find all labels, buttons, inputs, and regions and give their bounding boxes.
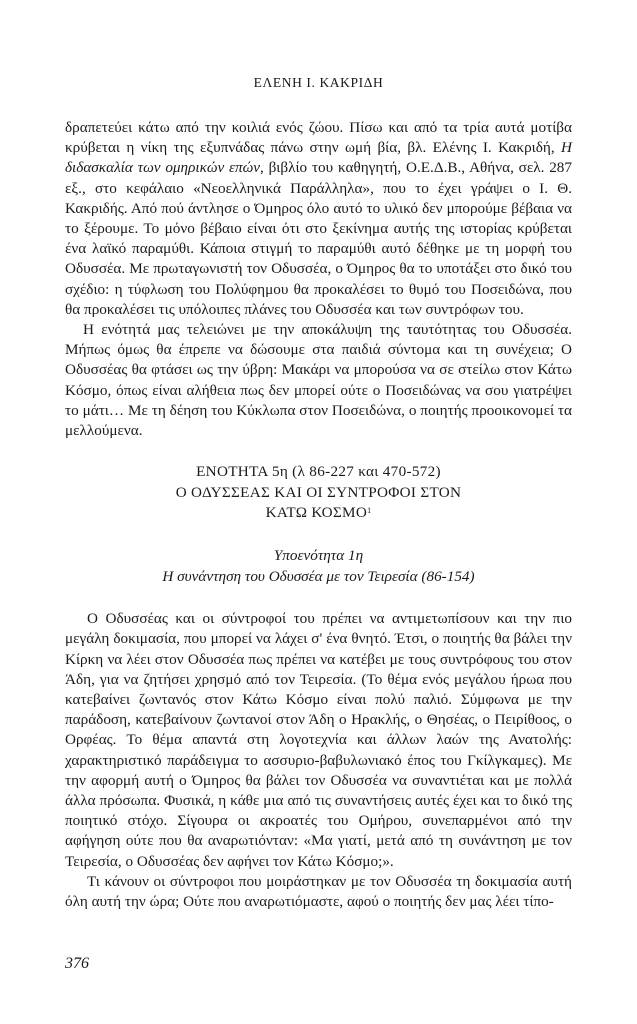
subsection-heading: [65, 546, 572, 587]
paragraph-2: Η ενότητά μας τελειώνει με την αποκάλυψη της ταυτότητας του Οδυσσέα. Μήπως όμως θα έπρεπε να δώσουμε στα παιδιά σύντομα και τη συνέχεια; Ο Οδυσσέας θα φτάσει ως την ύβρη: Μακάρι να μπορούσα να σε στείλω στον Κάτω Κόσμο, όπως είναι αλήθεια πως δεν μπορεί ούτε ο Ποσειδώνας να σου γιατρέψει το μάτι… Με τη δέηση του Κύκλωπα στον Ποσειδώνα, ο ποιητής προοικονομεί τα μελλούμενα.: [65, 321, 572, 440]
body-text: [65, 118, 572, 912]
section-heading: [65, 462, 572, 524]
paragraph-1: [65, 118, 572, 320]
running-head: ΕΛΕΝΗ Ι. ΚΑΚΡΙΔΗ: [253, 75, 384, 90]
section-heading-line-3: [65, 503, 572, 524]
section-heading-line-3-text: ΚΑΤΩ ΚΟΣΜΟ: [265, 504, 368, 522]
page-number: 376: [65, 955, 89, 972]
subsection-heading-line-1: Υποενότητα 1η: [273, 547, 364, 565]
book-title: Η διδασκαλία των ομηρικών επών: [65, 139, 572, 177]
footnote-mark: 1: [367, 506, 372, 516]
subsection-heading-line-2: Η συνάντηση του Οδυσσέα με τον Τειρεσία (86-154): [162, 567, 475, 585]
paragraph-1-part-c: , βιβλίο του καθηγητή, Ο.Ε.Δ.Β., Αθήνα, σελ. 287 εξ., στο κεφάλαιο «Νεοελληνικά Παράλληλα», που το έχει γράψει ο Ι. Θ. Κακριδής. Από πού άντλησε ο Όμηρος όλο αυτό το υλικό δεν μπορούμε βέβαια να το ξέρουμε. Το μόνο βέβαιο είναι ότι στο ξεκίνημα αυτής της ιστορίας κρύβεται ένα λαϊκό παραμύθι. Κάποια στιγμή το παραμύθι αυτό δέθηκε με τη μορφή του Οδυσσέα. Με πρωταγωνιστή τον Οδυσσέα, ο Όμηρος θα το υποτάξει στο δικό του σχέδιο: η τύφλωση του Πολύφημου θα προκαλέσει το θυμό του Ποσειδώνα, που θα προκαλέσει τις υπόλοιπες πλάνες του Οδυσσέα και των συντρόφων του.: [65, 159, 572, 318]
paragraph-3: Ο Οδυσσέας και οι σύντροφοί του πρέπει να αντιμετωπίσουν και την πιο μεγάλη δοκιμασία, που μπορεί να λάχει σ' ένα θνητό. Έτσι, ο ποιητής θα βάλει την Κίρκη να λέει στον Οδυσσέα πως πρέπει να κατέβει με τους συντρόφους του στον Άδη, για να ζητήσει χρησμό από τον Τειρεσία. (Το θέμα ενός μεγάλου ήρωα που κατεβαίνει ζωντανός στον Κάτω Κόσμο είναι πολύ παλιό. Σύμφωνα με την παράδοση, κατεβαίνουν ζωντανοί στον Άδη ο Ηρακλής, ο Θησέας, ο Πειρίθοος, ο Ορφέας. Το θέμα απαντά στη λογοτεχνία και άλλων λαών της Ανατολής: χαρακτηριστικό παράδειγμα το ασσυριο-βαβυλωνιακό έπος του Γκίλγκαμες). Με την αφορμή αυτή ο Όμηρος θα βάλει τον Οδυσσέα να συναντιέται και με πολλά άλλα πρόσωπα. Φυσικά, η κάθε μια από τις συναντήσεις αυτές έχει και το δικό της ποιητικό στόχο. Σίγουρα οι ακροατές του Ομήρου, συνεπαρμένοι από την αφήγηση ούτε που θα αναρωτιόνταν: «Μα γιατί, μετά από τη συνάντηση με τον Τειρεσία, ο Οδυσσέας δεν αφήνει τον Κάτω Κόσμο;».: [65, 610, 572, 870]
paragraph-4: Τι κάνουν οι σύντροφοι που μοιράστηκαν με τον Οδυσσέα τη δοκιμασία αυτή όλη αυτή την ώρα; Ούτε που αναρωτιόμαστε, αφού ο ποιητής δεν μας λέει τίπο-: [65, 872, 572, 911]
section-heading-line-2: Ο ΟΔΥΣΣΕΑΣ ΚΑΙ ΟΙ ΣΥΝΤΡΟΦΟΙ ΣΤΟΝ: [175, 483, 462, 501]
paragraph-1-part-a: δραπετεύει κάτω από την κοιλιά ενός ζώου. Πίσω και από τα τρία αυτά μοτίβα κρύβεται η νίκη της εξυπνάδας πάνω στην ωμή βία, βλ. Ελένης Ι. Κακριδή,: [65, 119, 572, 157]
section-heading-line-1: ΕΝΟΤΗΤΑ 5η (λ 86-227 και 470-572): [196, 463, 441, 481]
